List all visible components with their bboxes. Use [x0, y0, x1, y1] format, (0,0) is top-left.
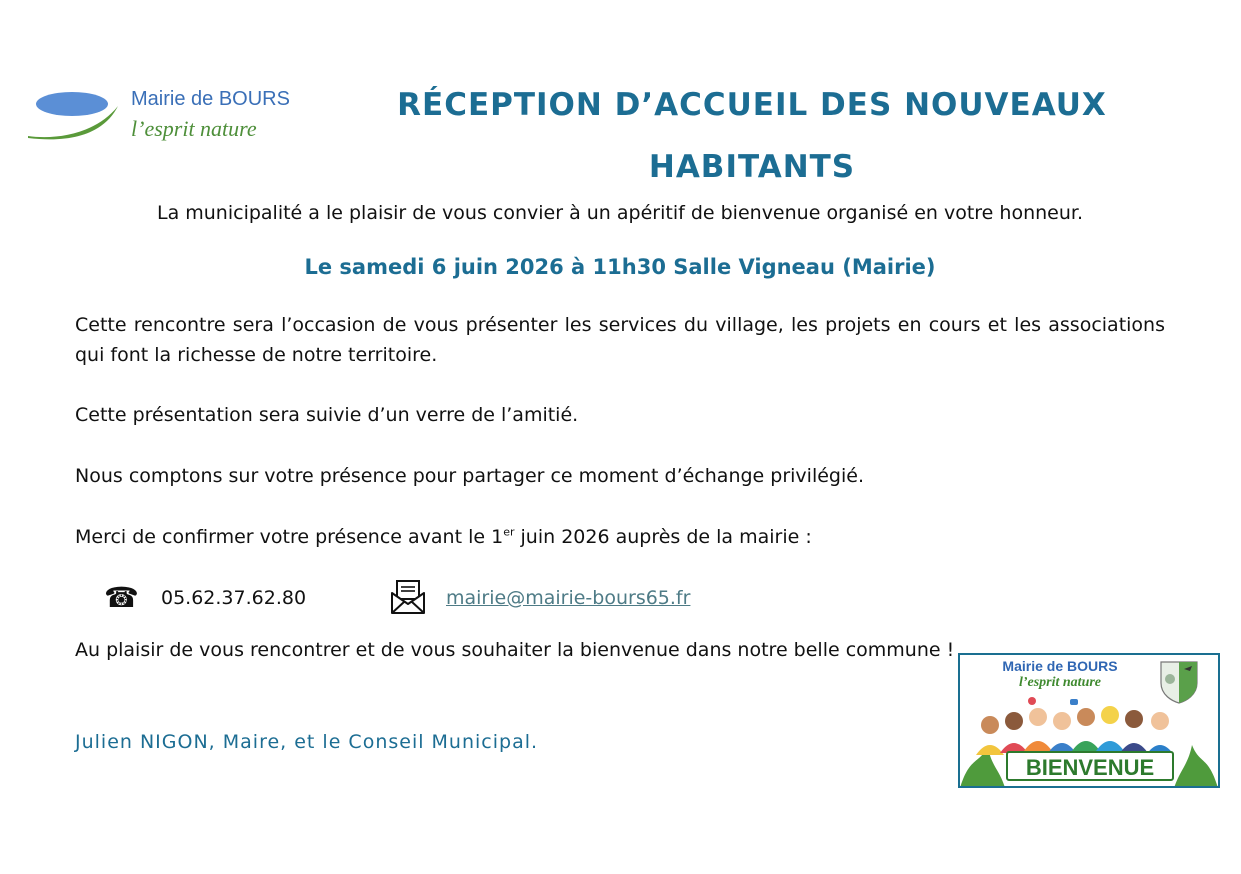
telephone-icon: ☎ — [104, 581, 139, 614]
signature: Julien NIGON, Maire, et le Conseil Municipal. — [75, 731, 539, 753]
envelope-icon — [390, 579, 426, 615]
confirm-sup: er — [503, 525, 515, 539]
coat-of-arms-icon — [1158, 659, 1200, 705]
paragraph-presence: Nous comptons sur votre présence pour partager ce moment d’échange privilégié. — [75, 465, 864, 487]
title-line-2: HABITANTS — [648, 149, 856, 185]
intro-text: La municipalité a le plaisir de vous convier à un apéritif de bienvenue organisé en votre honneur. — [156, 202, 1083, 224]
card-logo-name: Mairie de BOURS — [1002, 658, 1118, 674]
email-link[interactable]: mairie@mairie-bours65.fr — [446, 587, 691, 609]
confirm-text-after: juin 2026 auprès de la mairie : — [514, 526, 812, 548]
event-details: Le samedi 6 juin 2026 à 11h30 Salle Vigneau (Mairie) — [304, 255, 936, 279]
paragraph-confirm — [75, 522, 1165, 552]
page-title — [330, 74, 1174, 198]
confirm-text-before: Merci de confirmer votre présence avant le 1 — [75, 526, 504, 548]
paragraph-verre: Cette présentation sera suivie d’un verre de l’amitié. — [75, 404, 579, 426]
paragraph-closing: Au plaisir de vous rencontrer et de vous souhaiter la bienvenue dans notre belle commune ! — [75, 639, 955, 661]
phone-number: 05.62.37.62.80 — [161, 587, 307, 609]
paragraph-services: Cette rencontre sera l’occasion de vous présenter les services du village, les projets en cours et les associations qui font la richesse de notre territoire. — [75, 314, 1165, 366]
bienvenue-banner: BIENVENUE — [1006, 751, 1174, 781]
card-logo-tagline: l’esprit nature — [1018, 675, 1102, 690]
logo-tagline: l’esprit nature — [131, 116, 257, 141]
logo-name: Mairie de BOURS — [131, 88, 290, 110]
title-line-1: RÉCEPTION D’ACCUEIL DES NOUVEAUX — [397, 87, 1107, 123]
bienvenue-card — [958, 653, 1220, 788]
